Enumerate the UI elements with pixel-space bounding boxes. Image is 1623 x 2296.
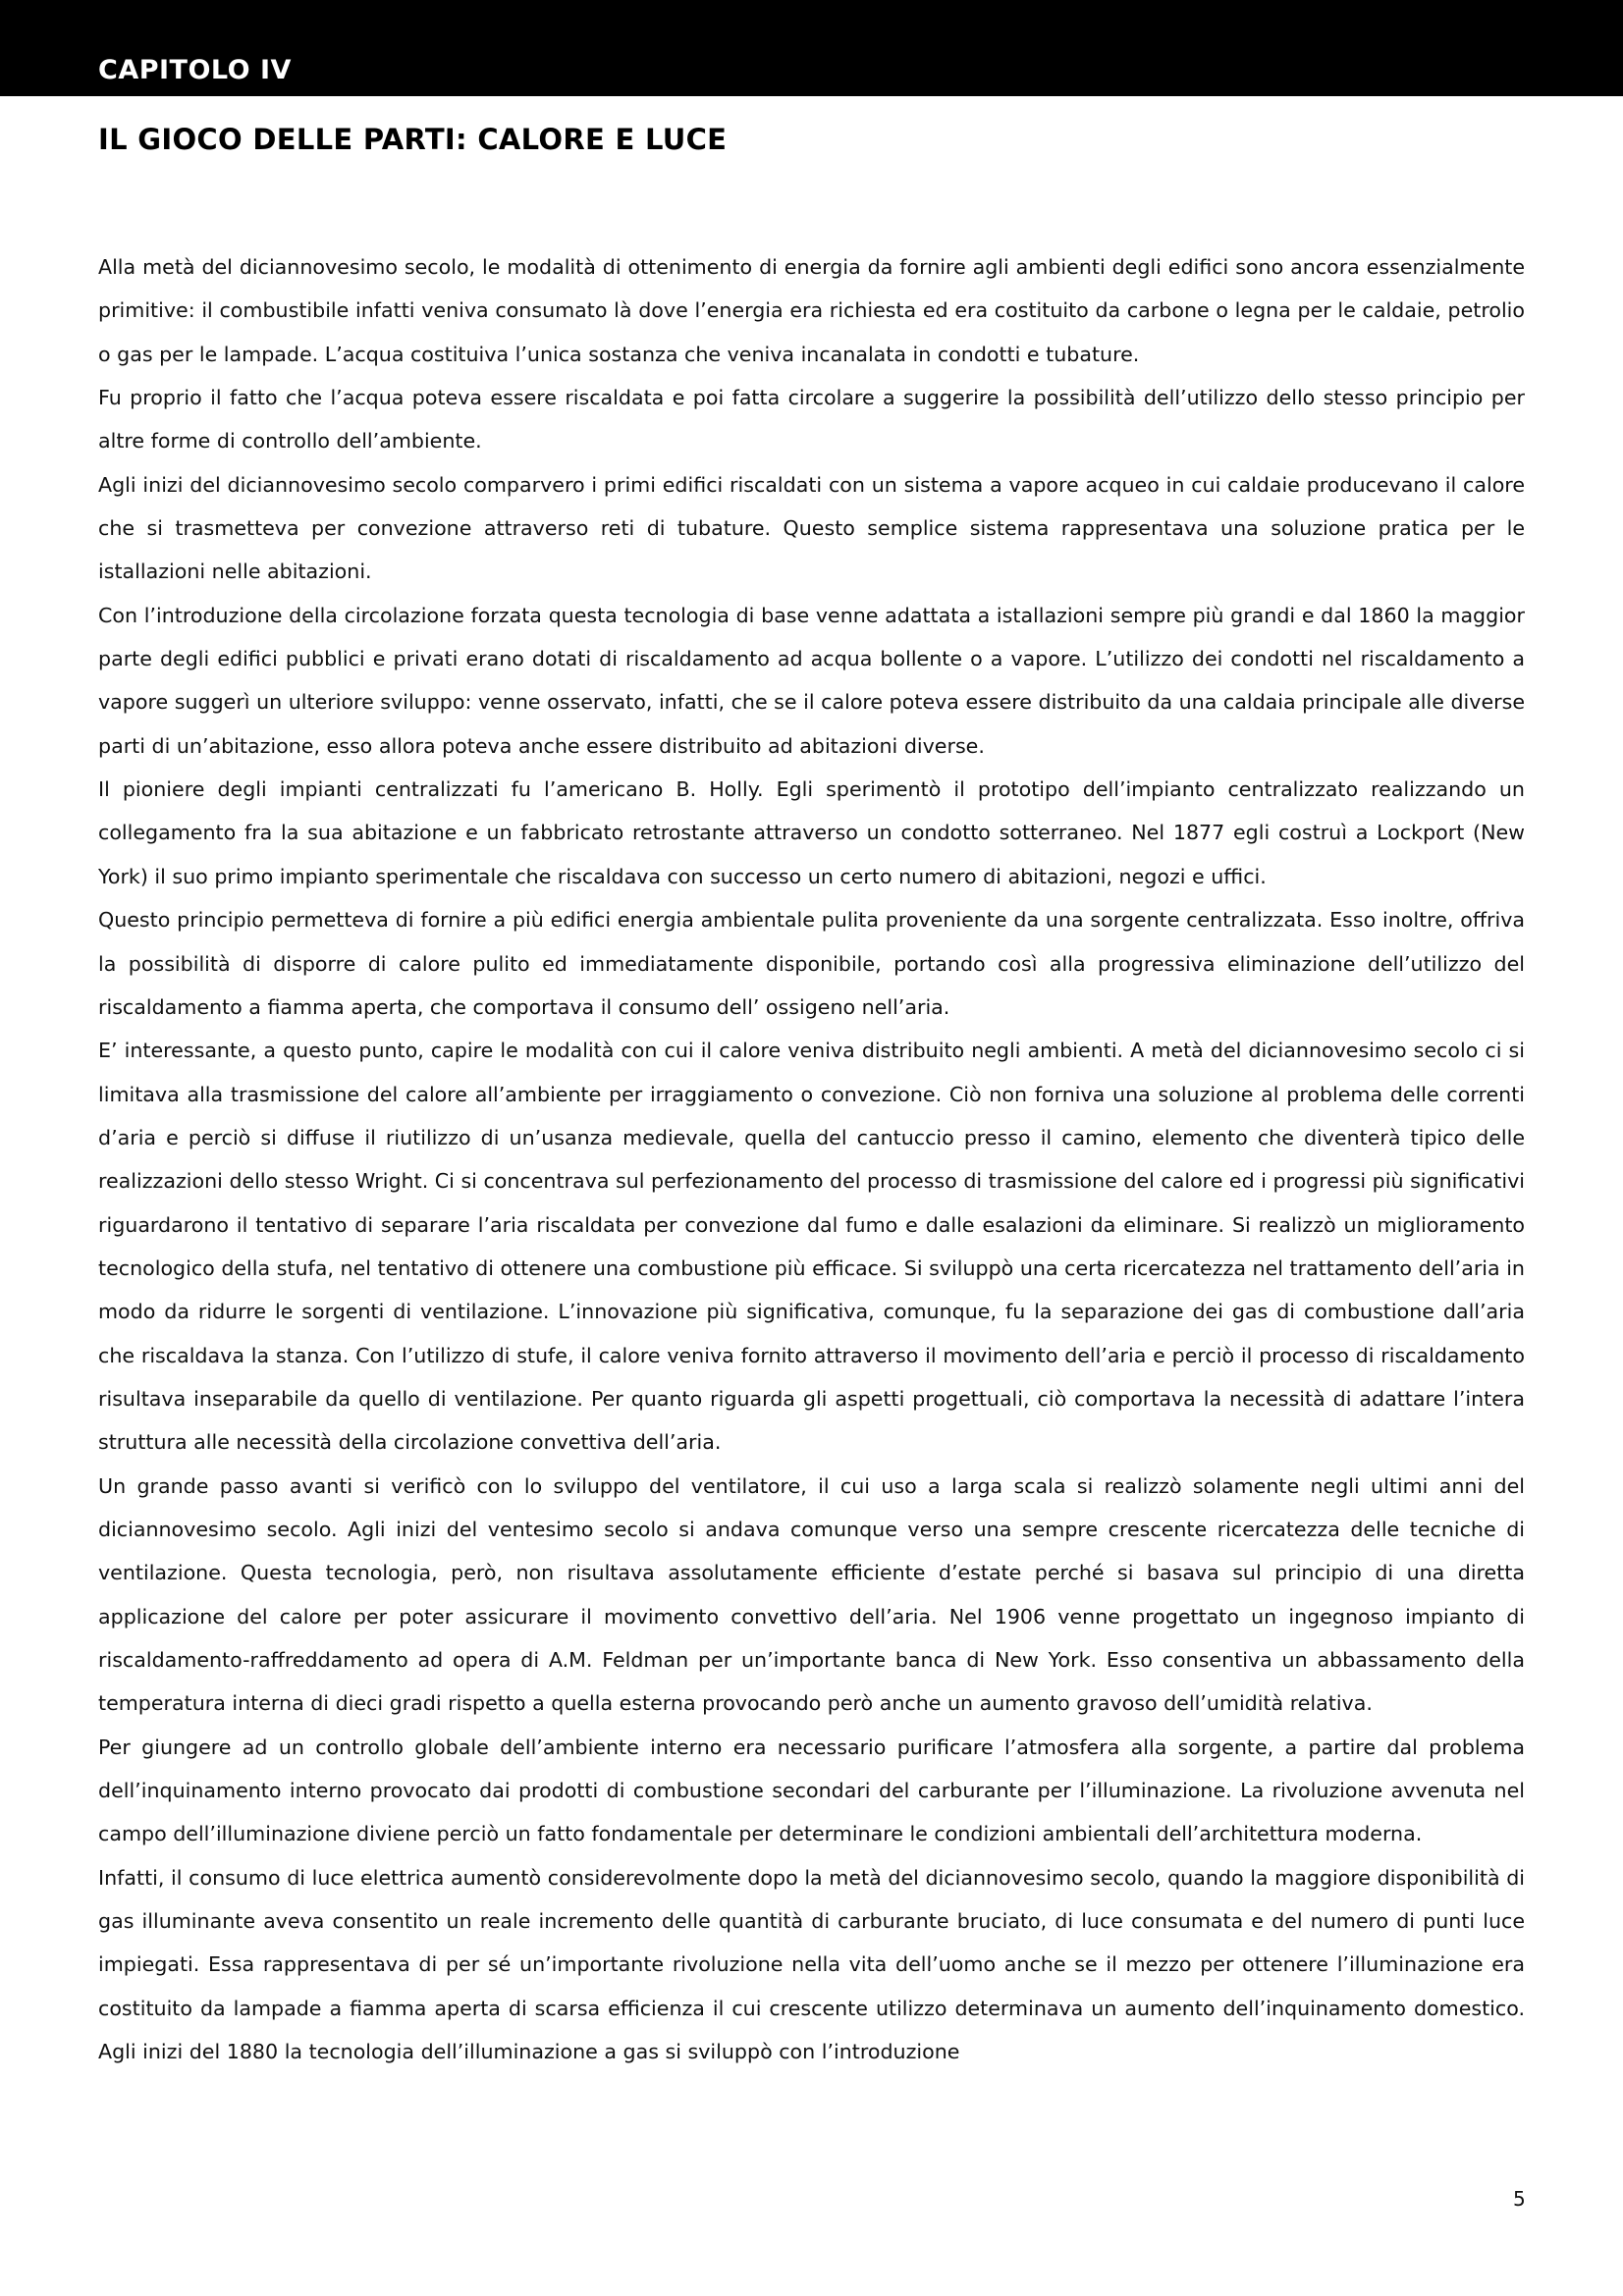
paragraph: Agli inizi del diciannovesimo secolo comparvero i primi edifici riscaldati con un sistema a vapore acqueo in cui caldaie producevano il calore che si trasmetteva per convezione attraverso reti di tubature. Questo semplice sistema rappresentava una soluzione pratica per le istallazioni nelle abitazioni. (98, 472, 1525, 584)
paragraph: Infatti, il consumo di luce elettrica aumentò considerevolmente dopo la metà del diciannovesimo secolo, quando la maggiore disponibilità di gas illuminante aveva consentito un reale incremento delle quantità di carburante bruciato, di luce consumata e del numero di punti luce impiegati. Essa rappresentava di per sé un’importante rivoluzione nella vita dell’uomo anche se il mezzo per ottenere l’illuminazione era costituito da lampade a fiamma aperta di scarsa efficienza il cui crescente utilizzo determinava un aumento dell’inquinamento domestico. Agli inizi del 1880 la tecnologia dell’illuminazione a gas si sviluppò con l’introduzione (98, 1865, 1525, 2064)
paragraph: E’ interessante, a questo punto, capire le modalità con cui il calore veniva distribuito negli ambienti. A metà del diciannovesimo secolo ci si limitava alla trasmissione del calore all’ambiente per irraggiamento o convezione. Ciò non forniva una soluzione al problema delle correnti d’aria e perciò si diffuse il riutilizzo di un’usanza medievale, quella del cantuccio presso il camino, elemento che diventerà tipico delle realizzazioni dello stesso Wright. Ci si concentrava sul perfezionamento del processo di trasmissione del calore ed i progressi più significativi riguardarono il tentativo di separare l’aria riscaldata per convezione dal fumo e dalle esalazioni da eliminare. Si realizzò un miglioramento tecnologico della stufa, nel tentativo di ottenere una combustione più efficace. Si sviluppò una certa ricercatezza nel trattamento dell’aria in modo da ridurre le sorgenti di ventilazione. L’innovazione più significativa, comunque, fu la separazione dei gas di combustione dall’aria che riscaldava la stanza. Con l’utilizzo di stufe, il calore veniva fornito attraverso il movimento dell’aria e perciò il processo di riscaldamento risultava inseparabile da quello di ventilazione. Per quanto riguarda gli aspetti progettuali, ciò comportava la necessità di adattare l’intera struttura alle necessità della circolazione convettiva dell’aria. (98, 1039, 1525, 1455)
paragraph: Con l’introduzione della circolazione forzata questa tecnologia di base venne adattata a istallazioni sempre più grandi e dal 1860 la maggior parte degli edifici pubblici e privati erano dotati di riscaldamento ad acqua bollente o a vapore. L’utilizzo dei condotti nel riscaldamento a vapore suggerì un ulteriore sviluppo: venne osservato, infatti, che se il calore poteva essere distribuito da una caldaia principale alle diverse parti di un’abitazione, esso allora poteva anche essere distribuito ad abitazioni diverse. (98, 603, 1525, 758)
page-number: 5 (1513, 2187, 1526, 2211)
body-text (98, 245, 1525, 2073)
paragraph: Il pioniere degli impianti centralizzati fu l’americano B. Holly. Egli sperimentò il prototipo dell’impianto centralizzato realizzando un collegamento fra la sua abitazione e un fabbricato retrostante attraverso un condotto sotterraneo. Nel 1877 egli costruì a Lockport (New York) il suo primo impianto sperimentale che riscaldava con successo un certo numero di abitazioni, negozi e uffici. (98, 777, 1525, 888)
paragraph: Un grande passo avanti si verificò con lo sviluppo del ventilatore, il cui uso a larga scala si realizzò solamente negli ultimi anni del diciannovesimo secolo. Agli inizi del ventesimo secolo si andava comunque verso una sempre crescente ricercatezza delle tecniche di ventilazione. Questa tecnologia, però, non risultava assolutamente efficiente d’estate perché si basava sul principio di una diretta applicazione del calore per poter assicurare il movimento convettivo dell’aria. Nel 1906 venne progettato un ingegnoso impianto di riscaldamento-raffreddamento ad opera di A.M. Feldman per un’importante banca di New York. Esso consentiva un abbassamento della temperatura interna di dieci gradi rispetto a quella esterna provocando però anche un aumento gravoso dell’umidità relativa. (98, 1473, 1525, 1716)
paragraph: Alla metà del diciannovesimo secolo, le modalità di ottenimento di energia da fornire agli ambienti degli edifici sono ancora essenzialmente primitive: il combustibile infatti veniva consumato là dove l’energia era richiesta ed era costituito da carbone o legna per le caldaie, petrolio o gas per le lampade. L’acqua costituiva l’unica sostanza che veniva incanalata in condotti e tubature. (98, 255, 1525, 366)
chapter-title: IL GIOCO DELLE PARTI: CALORE E LUCE (98, 123, 728, 156)
paragraph: Questo principio permetteva di fornire a più edifici energia ambientale pulita proveniente da una sorgente centralizzata. Esso inoltre, offriva la possibilità di disporre di calore pulito ed immediatamente disponibile, portando così alla progressiva eliminazione dell’utilizzo del riscaldamento a fiamma aperta, che comportava il consumo dell’ ossigeno nell’aria. (98, 908, 1525, 1019)
chapter-label: CAPITOLO IV (98, 55, 292, 85)
chapter-header-bar (0, 0, 1623, 96)
paragraph: Per giungere ad un controllo globale dell’ambiente interno era necessario purificare l’atmosfera alla sorgente, a partire dal problema dell’inquinamento interno provocato dai prodotti di combustione secondari del carburante per l’illuminazione. La rivoluzione avvenuta nel campo dell’illuminazione diviene perciò un fatto fondamentale per determinare le condizioni ambientali dell’architettura moderna. (98, 1735, 1525, 1846)
paragraph: Fu proprio il fatto che l’acqua poteva essere riscaldata e poi fatta circolare a suggerire la possibilità dell’utilizzo dello stesso principio per altre forme di controllo dell’ambiente. (98, 386, 1525, 454)
